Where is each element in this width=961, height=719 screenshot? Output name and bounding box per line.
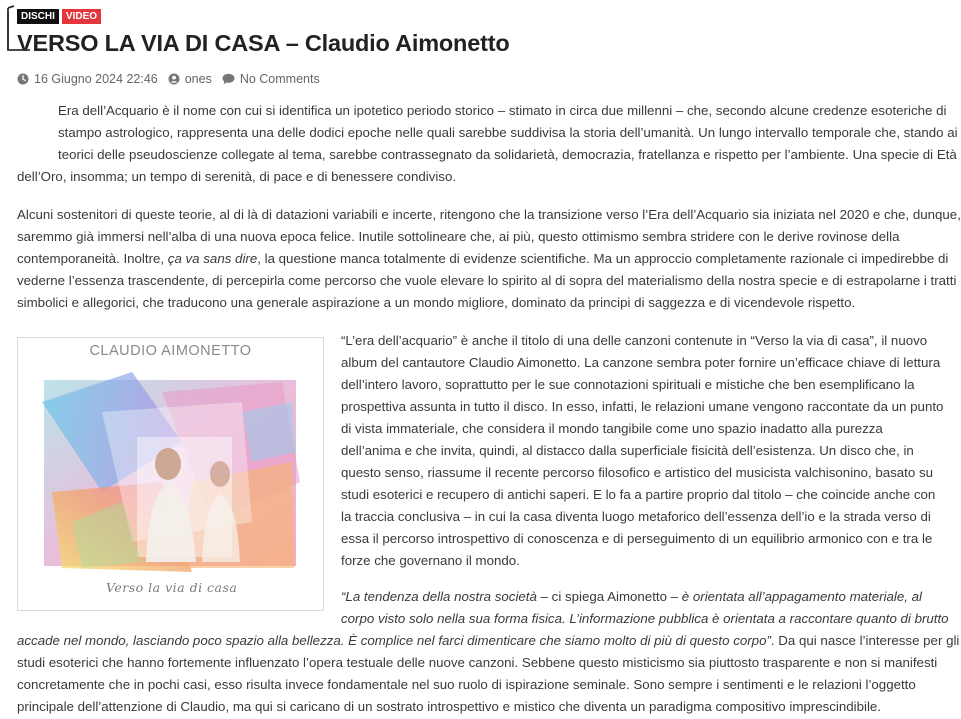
paragraph-line: studi esoterici e recupero di antichi saperi. E lo fa a partire proprio dal titolo – che coincide anche con <box>341 487 936 502</box>
paragraph-line: dell’intero lavoro, soprattutto per le sue connotazioni spirituali e mistiche che ben esemplificano la <box>341 377 915 392</box>
paragraph-line <box>17 586 923 608</box>
paragraph-theories <box>17 204 961 314</box>
paragraph-line <box>17 608 949 630</box>
text-span: , la questione manca totalmente di evidenze scientifiche. Ma un approccio completamente razionale ci impedirebbe di <box>257 251 949 266</box>
user-icon <box>168 73 180 85</box>
paragraph-line: di vista immateriale, che considera il mondo tangibile come uno spazio inadatto alla purezza <box>341 421 883 436</box>
paragraph-line: vederne l’essenza trascendente, di percepirla come percorso che vuole elevare lo spirito al di sopra del materialismo della nostra specie e di estrapolarne i tratti <box>17 273 957 288</box>
paragraph-line: Alcuni sostenitori di queste teorie, al di là di datazioni variabili e incerte, ritengono che la transizione verso l’Era dell’Acquario sia iniziata nel 2020 e che, dunque, <box>17 207 961 222</box>
article-title: VERSO LA VIA DI CASA – Claudio Aimonetto <box>17 30 510 56</box>
drop-cap-letter-icon <box>2 4 32 52</box>
category-badge-video[interactable]: VIDEO <box>62 9 101 24</box>
paragraph-line: principale dell’attenzione di Claudio, ma qui si caricano di un sostrato introspettivo e mistico che diventa un paradigma compositivo imprescindibile. <box>17 699 882 714</box>
italic-quote: è orientata all’appagamento materiale, al <box>681 589 923 604</box>
post-date <box>17 72 158 86</box>
post-author-text[interactable]: ones <box>184 72 212 86</box>
album-artwork <box>42 372 300 572</box>
paragraph-quote <box>17 586 960 718</box>
italic-quote: accade nel mondo, lasciando poco spazio alla bellezza. È complice nel farci dimenticare che siamo molto di più di questo corpo” <box>17 633 771 648</box>
paragraph-line: la traccia conclusiva – in cui la casa diventa luogo metaforico dell’essenza dell’io e la strada verso di <box>341 509 931 524</box>
paragraph-line: questo senso, riassume il recente percorso filosofico e artistico del musicista valchisonino, basato su <box>341 465 933 480</box>
italic-quote: corpo visto solo nella sua forma fisica. L’informazione pubblica è orientata a raccontare quanto di brutto <box>341 611 949 626</box>
album-artist-label: CLAUDIO AIMONETTO <box>89 343 252 359</box>
paragraph-line <box>17 248 949 270</box>
text-span: . Da qui nasce l’interesse per gli <box>770 633 960 648</box>
paragraph-album <box>341 330 944 572</box>
paragraph-line: stampo astrologico, rappresenta una delle dodici epoche nelle quali sarebbe suddivisa la storia dell’umanità. Un lungo intervallo temporale che, stando ai <box>58 125 958 140</box>
paragraph-line: album del cantautore Claudio Aimonetto. La canzone sembra poter fornire un’efficace chiave di lettura <box>341 355 941 370</box>
text-span: contemporaneità. Inoltre, <box>17 251 168 266</box>
paragraph-line: “L’era dell’acquario” è anche il titolo di una delle canzoni contenute in “Verso la via di casa”, il nuovo <box>341 333 928 348</box>
post-date-text: 16 Giugno 2024 22:46 <box>34 72 158 86</box>
italic-phrase: ça va sans dire <box>167 251 258 266</box>
paragraph-line: dell’anima e che invita, quindi, al distacco dalla superficiale fisicità dell’esistenza. Un disco che, in <box>341 443 914 458</box>
paragraph-line: simbolici e allegorici, che traducono una generale aspirazione a un mondo migliore, dominato da principi di saggezza e di vicendevole rispetto. <box>17 295 856 310</box>
paragraph-line: concretamente che in pochi casi, esso risulta invece fondamentale nel suo ruolo di ispirazione seminale. Sono sempre i sentimenti e le relazioni l’oggetto <box>17 677 916 692</box>
post-author[interactable] <box>168 72 212 86</box>
paragraph-line: studi esoterici che hanno fortemente influenzato l’opera testuale delle nuove canzoni. Sebbene questo misticismo sia piuttosto trasparente e non si manifesti <box>17 655 938 670</box>
comment-icon <box>222 73 235 85</box>
paragraph-line: teorici delle pseudoscienze collegate al tema, sarebbe contrassegnato da solidarietà, democrazia, fratellanza e rispetto per l’ambiente. Una specie di Età <box>58 147 957 162</box>
paragraph-line: saremmo già immersi nell’alba di una nuova epoca felice. Inutile sottolineare che, ai più, questo ottimismo sembra stridere con le derive rovinose della <box>17 229 900 244</box>
post-comments-text[interactable]: No Comments <box>239 72 320 86</box>
album-cover-image <box>17 337 324 611</box>
italic-quote: “La tendenza della nostra società <box>341 589 537 604</box>
category-badge-dischi[interactable]: DISCHI <box>17 9 59 24</box>
paragraph-line: forze che governano il mondo. <box>341 553 520 568</box>
text-span: – ci spiega Aimonetto – <box>536 589 682 604</box>
paragraph-line: dell’Oro, insomma; un tempo di serenità, di pace e di benessere condiviso. <box>17 169 457 184</box>
post-comments[interactable] <box>222 72 320 86</box>
paragraph-line: prospettiva assunta in tutto il disco. In esso, infatti, le relazioni umane vengono raccontate da un punto <box>341 399 944 414</box>
album-title-label: Verso la via di casa <box>106 580 238 595</box>
paragraph-line: Era dell’Acquario è il nome con cui si identifica un ipotetico periodo storico – stimato in circa due millenni – che, secondo alcune credenze esoteriche di <box>58 103 947 118</box>
post-meta <box>17 72 330 86</box>
paragraph-line <box>17 630 960 652</box>
paragraph-intro <box>17 100 958 188</box>
clock-icon <box>17 73 29 85</box>
paragraph-line: essa il percorso introspettivo di conoscenza e di perseguimento di un equilibrio armonico con e tra le <box>341 531 933 546</box>
